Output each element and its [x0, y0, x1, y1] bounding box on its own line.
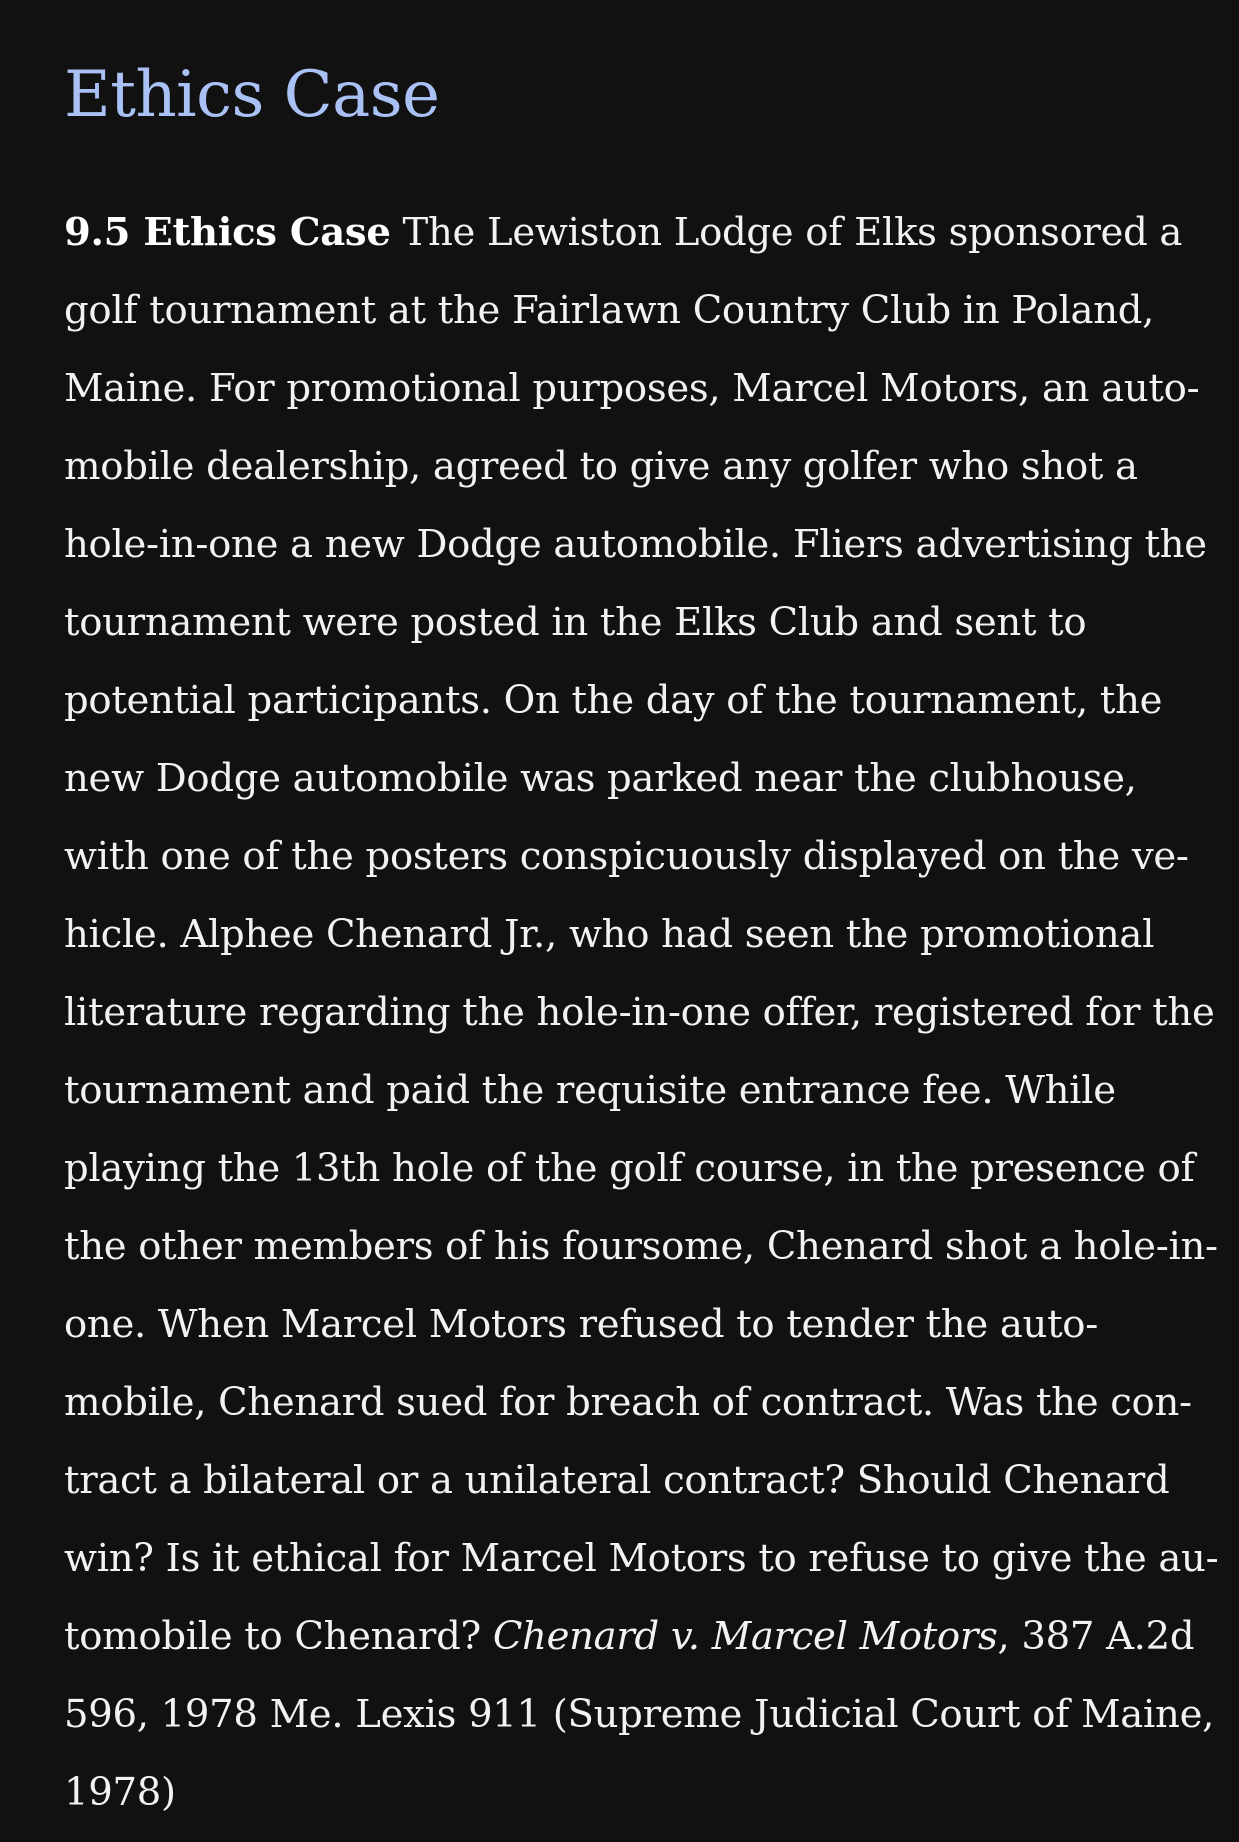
case-text: The Lewiston Lodge of Elks sponsored a golf tournament at the Fairlawn Country Club in Poland, Maine. For promotional purposes, Marcel Motors, an automobile dealership, agreed to give any golfer who shot a hole-in-one a new Dodge automobile. Fliers advertising the tournament were posted in the Elks Club and sent to potential participants. On the day of the tournament, the new Dodge automobile was parked near the clubhouse, with one of the posters conspicuously displayed on the vehicle. Alphee Chenard Jr., who had seen the promotional literature regarding the hole-in-one offer, registered for the tournament and paid the requisite entrance fee. While playing the 13th hole of the golf course, in the presence of the other members of his foursome, Chenard shot a hole-in-one. When Marcel Motors refused to tender the automobile, Chenard sued for breach of contract. Was the contract a bilateral or a unilateral contract? Should Chenard win? Is it ethical for Marcel Motors to refuse to give the automobile to Chenard?: [64, 210, 1219, 1659]
case-label: 9.5 Ethics Case: [64, 210, 391, 255]
section-heading: Ethics Case: [64, 58, 440, 132]
case-paragraph: [64, 194, 1224, 1832]
case-citation-details: , 387 A.2d 596, 1978 Me. Lexis 911 (Supreme Judicial Court of Maine, 1978): [64, 1614, 1215, 1815]
case-citation-name: Chenard v. Marcel Motors: [492, 1614, 998, 1659]
ethics-case-section: [64, 52, 1224, 1832]
